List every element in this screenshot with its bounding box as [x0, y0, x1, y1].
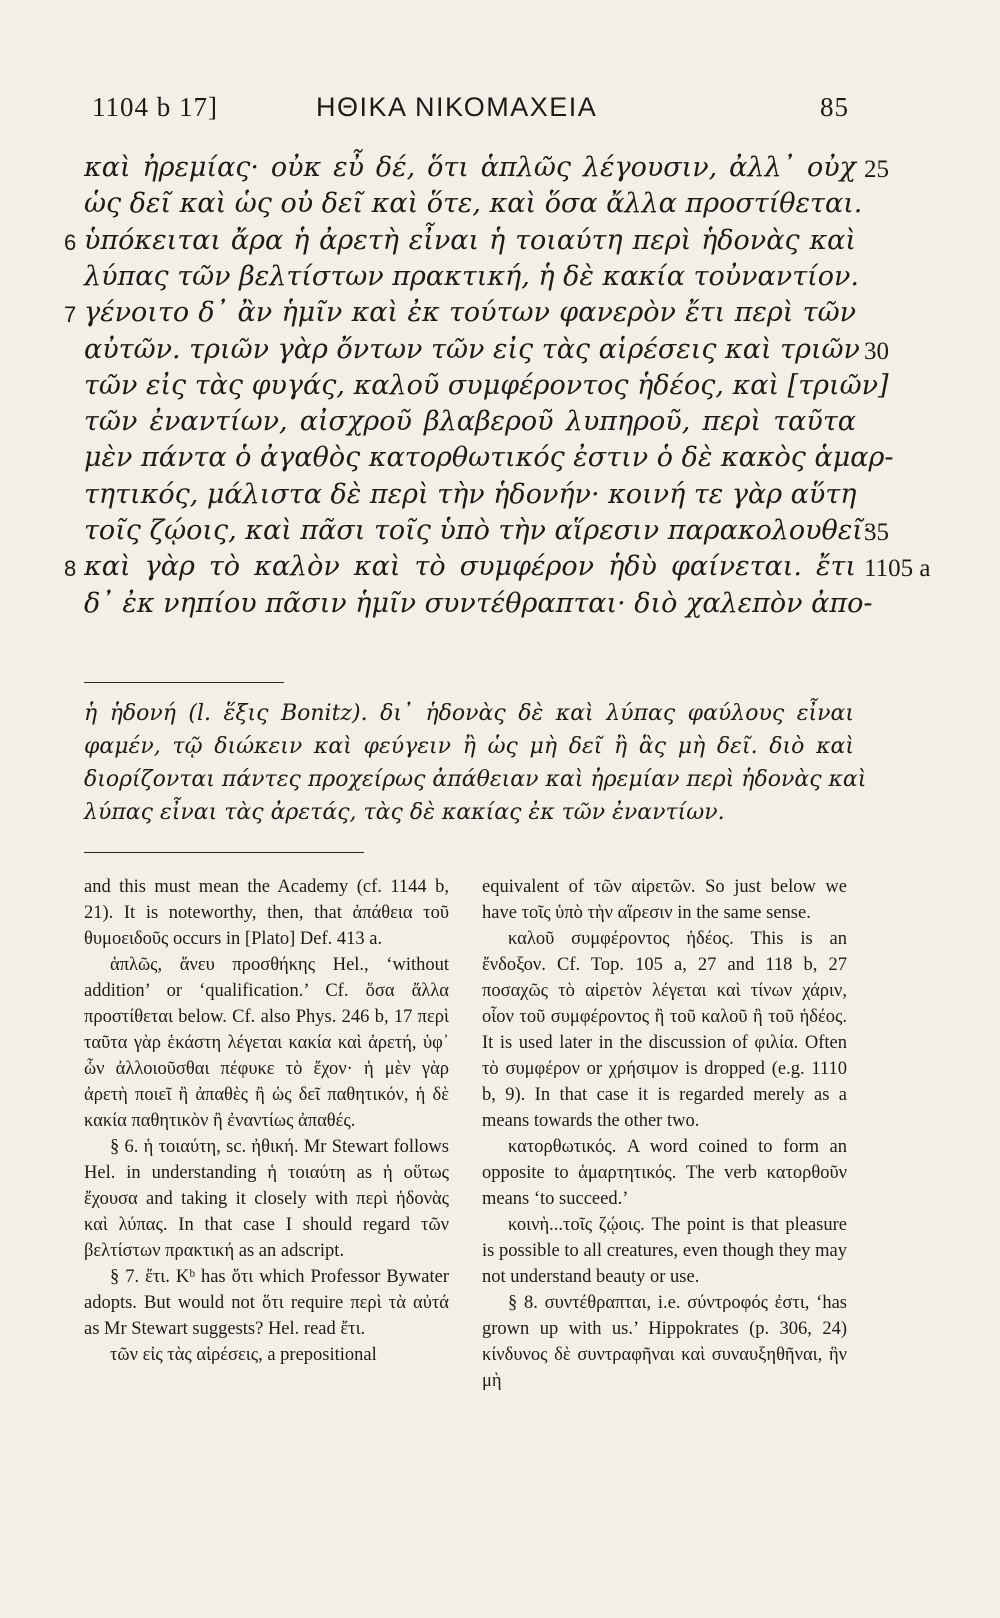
commentary-note: τῶν εἰς τὰς αἱρέσεις, a prepositional: [110, 1345, 377, 1365]
section-number: 8: [64, 556, 77, 582]
line-number: 1105 a: [864, 555, 931, 583]
greek-line: [84, 477, 856, 513]
greek-line-text: τῶν ἐναντίων, αἰσχροῦ βλαβεροῦ λυπηροῦ, περὶ ταῦτα: [84, 406, 856, 438]
greek-line-text: τοῖς ζῴοις, καὶ πᾶσι τοῖς ὑπὸ τὴν αἵρεσιν παρακολουθεῖ·: [84, 515, 872, 546]
apparatus-line-text: φαμέν, τῷ διώκειν καὶ φεύγειν ἢ ὡς μὴ δεῖ ἢ ἃς μὴ δεῖ. διὸ καὶ: [84, 734, 854, 759]
greek-line: [84, 440, 894, 476]
commentary-note: equivalent of τῶν αἱρετῶν. So just below we have τοῖς ὑπὸ τὴν αἵρεσιν in the same sense.: [482, 877, 847, 923]
commentary-note: κοινὴ...τοῖς ζῴοις. The point is that pleasure is possible to all creatures, even though they may not understand beauty or use.: [482, 1215, 847, 1287]
line-number: 35: [864, 519, 889, 546]
apparatus-line-text: διορίζονται πάντες προχείρως ἀπάθειαν καὶ ἠρεμίαν περὶ ἡδονὰς καὶ: [84, 767, 867, 792]
apparatus-line: [84, 764, 867, 796]
apparatus-line: [84, 698, 854, 730]
greek-line: [84, 150, 889, 186]
greek-line-text: γένοιτο δ᾽ ἂν ἡμῖν καὶ ἐκ τούτων φανερὸν ἔτι περὶ τῶν: [84, 297, 856, 329]
greek-line-text: δ᾽ ἐκ νηπίου πᾶσιν ἡμῖν συντέθραπται· διὸ χαλεπὸν ἀπο-: [84, 587, 873, 619]
greek-line: [84, 513, 889, 549]
greek-line-text: καὶ γὰρ τὸ καλὸν καὶ τὸ συμφέρον ἡδὺ φαίνεται. ἔτι: [84, 551, 856, 583]
greek-line-text: ὡς δεῖ καὶ ὡς οὐ δεῖ καὶ ὅτε, καὶ ὅσα ἄλλα προστίθεται.: [84, 188, 863, 220]
greek-line-text: αὐτῶν. τριῶν γὰρ ὄντων τῶν εἰς τὰς αἱρέσεις καὶ τριῶν: [84, 333, 860, 365]
running-title: ΗΘΙΚΑ ΝΙΚΟΜΑΧΕΙΑ: [316, 92, 598, 122]
commentary-note: § 7. ἔτι. Kᵇ has ὅτι which Professor Bywater adopts. But would not ὅτι require περὶ τὰ αὐτά as Mr Stewart suggests? Hel. read ἔτι.: [84, 1267, 449, 1339]
greek-line-text: ὑπόκειται ἄρα ἡ ἀρετὴ εἶναι ἡ τοιαύτη περὶ ἡδονὰς καὶ: [84, 224, 856, 256]
greek-line: [84, 186, 863, 222]
section-number: 7: [64, 302, 77, 328]
greek-line: [64, 549, 931, 585]
line-number: 30: [864, 337, 889, 365]
header-reference: 1104 b 17]: [92, 92, 218, 122]
greek-line: [64, 223, 856, 259]
greek-line: [84, 332, 889, 368]
greek-line: [84, 586, 873, 622]
commentary-note: § 6. ἡ τοιαύτη, sc. ἠθική. Mr Stewart follows Hel. in understanding ἡ τοιαύτη as ἡ οὕτως ἔχουσα and taking it closely with περὶ ἡδονὰς καὶ λύπας. In that case I should regard τῶν βελτίστων πρακτική as an adscript.: [84, 1137, 449, 1261]
page-number: 85: [820, 92, 849, 122]
greek-line-text: τητικός, μάλιστα δὲ περὶ τὴν ἡδονήν· κοινή τε γὰρ αὕτη: [84, 478, 857, 510]
greek-line-text: καὶ ἠρεμίας· οὐκ εὖ δέ, ὅτι ἁπλῶς λέγουσιν, ἀλλ᾽ οὐχ: [84, 152, 856, 183]
commentary-note: and this must mean the Academy (cf. 1144 b, 21). It is noteworthy, then, that ἀπάθεια τοῦ θυμοειδοῦς occurs in [Plato] Def. 413 a.: [84, 877, 449, 949]
line-number: 25: [864, 156, 889, 183]
commentary-note: κατορθωτικός. A word coined to form an opposite to ἁμαρτητικός. The verb κατορθοῦν means ‘to succeed.’: [482, 1137, 847, 1209]
greek-line: [64, 295, 856, 331]
section-number: 6: [64, 229, 77, 255]
commentary-right-column: [482, 874, 847, 1394]
apparatus-line: [84, 797, 854, 829]
commentary-note: § 8. συντέθραπται, i.e. σύντροφός ἐστι, ‘has grown up with us.’ Hippokrates (p. 306, 24) κίνδυνος δὲ συντραφῆναι καὶ συναυξηθῆναι, ἣν μὴ: [482, 1293, 847, 1391]
greek-line-text: μὲν πάντα ὁ ἀγαθὸς κατορθωτικός ἐστιν ὁ δὲ κακὸς ἁμαρ-: [84, 442, 894, 474]
commentary-divider: [84, 852, 364, 853]
apparatus-line-text: ἡ ἡδονή (l. ἕξις Bonitz). δι᾽ ἡδονὰς δὲ καὶ λύπας φαύλους εἶναι: [84, 701, 854, 726]
greek-line-text: λύπας τῶν βελτίστων πρακτική, ἡ δὲ κακία τοὐναντίον.: [84, 260, 859, 292]
greek-line-text: τῶν εἰς τὰς φυγάς, καλοῦ συμφέροντος ἡδέος, καὶ [τριῶν]: [84, 369, 889, 401]
apparatus-line-text: λύπας εἶναι τὰς ἀρετάς, τὰς δὲ κακίας ἐκ τῶν ἐναντίων.: [84, 800, 725, 825]
commentary-note: ἁπλῶς, ἄνευ προσθήκης Hel., ‘without addition’ or ‘qualification.’ Cf. ὅσα ἄλλα προστίθεται below. Cf. also Phys. 246 b, 17 περὶ ταῦτα γὰρ ἑκάστη λέγεται κακία καὶ ἀρετή, ὑφ᾽ ὧν ἀλλοιοῦσθαι πέφυκε τὸ ἔχον· ἡ μὲν γὰρ ἀρετὴ ποιεῖ ἢ ἀπαθὲς ἢ ὡς δεῖ παθητικόν, ἡ δὲ κακία παθητικὸν ἢ ἐναντίως ἀπαθές.: [84, 955, 449, 1131]
commentary-note: καλοῦ συμφέροντος ἡδέος. This is an ἔνδοξον. Cf. Top. 105 a, 27 and 118 b, 27 ποσαχῶς τὸ αἱρετὸν λέγεται καὶ τίνων χάριν, οἷον τοῦ συμφέροντος ἢ τοῦ καλοῦ ἢ τοῦ ἡδέος. It is used later in the discussion of φιλία. Often τὸ συμφέρον or χρήσιμον is dropped (e.g. 1110 b, 9). In that case it is regarded merely as a means towards the other two.: [482, 929, 847, 1131]
greek-line: [84, 259, 859, 295]
apparatus-divider: [84, 682, 284, 683]
greek-line: [84, 404, 856, 440]
apparatus-line: [84, 731, 854, 763]
commentary-left-column: [84, 874, 449, 1368]
greek-line: [84, 368, 889, 404]
